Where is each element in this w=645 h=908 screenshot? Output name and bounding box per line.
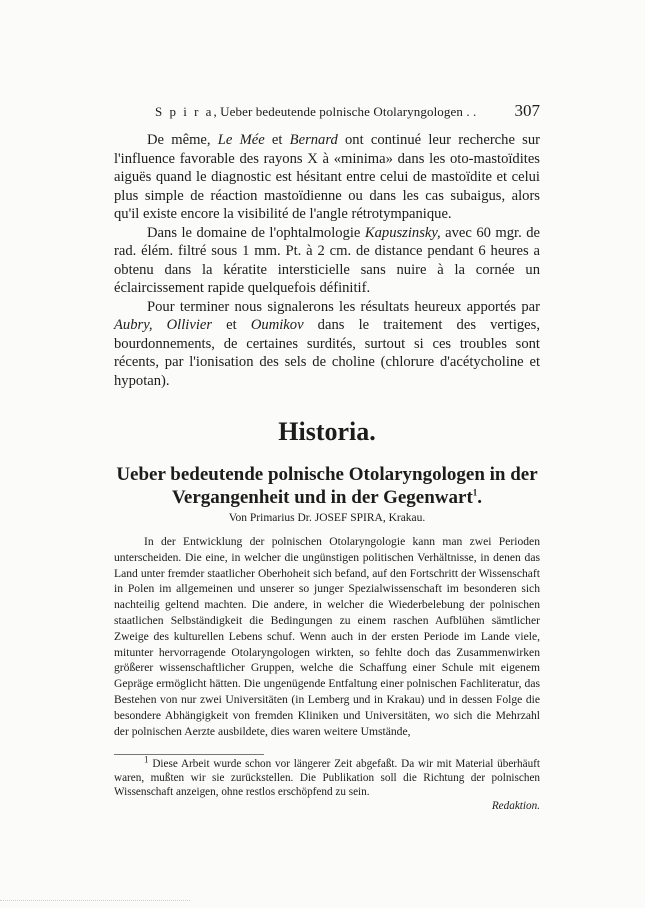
section-heading: Historia.: [278, 417, 376, 446]
footnote-marker: 1: [472, 487, 478, 498]
author-name: Kapuszinsky,: [364, 224, 441, 241]
paragraph-conclusion: Pour terminer nous signalerons les résultats heureux apportés par Aubry, Ollivier et Oumikov dans le traitement des vertiges, bourdonnements, de certaines surdités, surtout si ces troubles sont récents, par l'ionisation des sels de choline (chlorure d'acétycholine et hypotan).: [114, 298, 540, 389]
author-line: Von Primarius Dr. JOSEF SPIRA, Krakau.: [228, 512, 426, 524]
author-name: Oumikov: [250, 317, 304, 333]
running-header-author: S p i r a: [155, 104, 214, 119]
article-body: In der Entwicklung der polnischen Otolaryngologie kann man zwei Perioden unterscheiden. Die eine, in welcher die ungünstigen politischen Verhältnisse, in denen das Land unter fremder staatlicher Oberhoheit sich befand, auf den Fortschritt der Wissenschaft in Polen im allgemeinen und unserer so junger Spezialwissenschaft im besonderen sich nachteilig geltend machten. Die andere, in welcher die Wiederbelebung der polnischen staatlichen Selbständigkeit die Bedingungen zu einem raschen Aufblühen sämtlicher Zweige des kulturellen Lebens schuf. Wenn auch in der ersten Periode im Lande viele, mitunter hervorragende Otolaryngologen wirkten, so fehlte doch das Zusammenwirken größerer wissenschaftlicher Gruppen, welche die Schaffung einer Schule mit eigenem Gepräge ermöglicht hätten. Die ungenügende Entfaltung einer polnischen Fachliteratur, das Bestehen von nur zwei Universitäten (in Lemberg und in Krakau) und in dessen Folge die besondere Abhängigkeit von fremden Kliniken und Universitäten, wo sich die Mehrzahl der polnischen Aerzte ausbildete, dies waren weitere Umstände,: [114, 535, 540, 738]
page-number: 307: [514, 101, 540, 120]
author-name: Le Mée: [217, 132, 265, 148]
author-name: Aubry, Ollivier: [114, 317, 213, 333]
footnote-number: 1: [144, 754, 149, 765]
paragraph-ophthalmology: Dans le domaine de l'ophtalmologie Kapuszinsky, avec 60 mgr. de rad. élém. filtré sous 1 mm. Pt. à 2 cm. de distance pendant 6 heures a obtenu dans la kératite intersticielle sans nuire à la cornée un éclaircissement rapide quelquefois définitif.: [114, 224, 540, 296]
running-header-title: , Ueber bedeutende polnische Otolaryngologen . .: [213, 104, 477, 119]
footnote-signature: Redaktion.: [491, 800, 540, 812]
footnote-text: Diese Arbeit wurde schon vor längerer Zeit abgefaßt. Da wir mit Material überhäuft waren, mußten wir sie zurückstellen. Die Publikation soll die Richtung der polnischen Wissenschaft anzeigen, ohne restlos erschöpfend zu sein.: [114, 758, 541, 799]
paragraph-le-mee: De même, Le Mée et Bernard ont continué leur recherche sur l'influence favorable des rayons X à «minima» dans les oto-mastoïdites aiguës quand le diagnostic est hésitant entre celui de mastoïdite et celui plus simple de réaction mastoïdienne ou dans les cas subaigus, alors qu'il existe encore la visibilité de l'angle rétrotympanique.: [114, 132, 540, 222]
author-name: Bernard: [289, 132, 338, 148]
article-title: Ueber bedeutende polnische Otolaryngologen in der Vergangenheit und in der Gegenwart$^1$.: [116, 464, 538, 508]
footnote-rule: [114, 754, 264, 755]
running-header: [155, 101, 540, 123]
footnote: [114, 754, 541, 800]
scan-border-dots: [0, 900, 190, 901]
french-text-block: [114, 131, 540, 390]
